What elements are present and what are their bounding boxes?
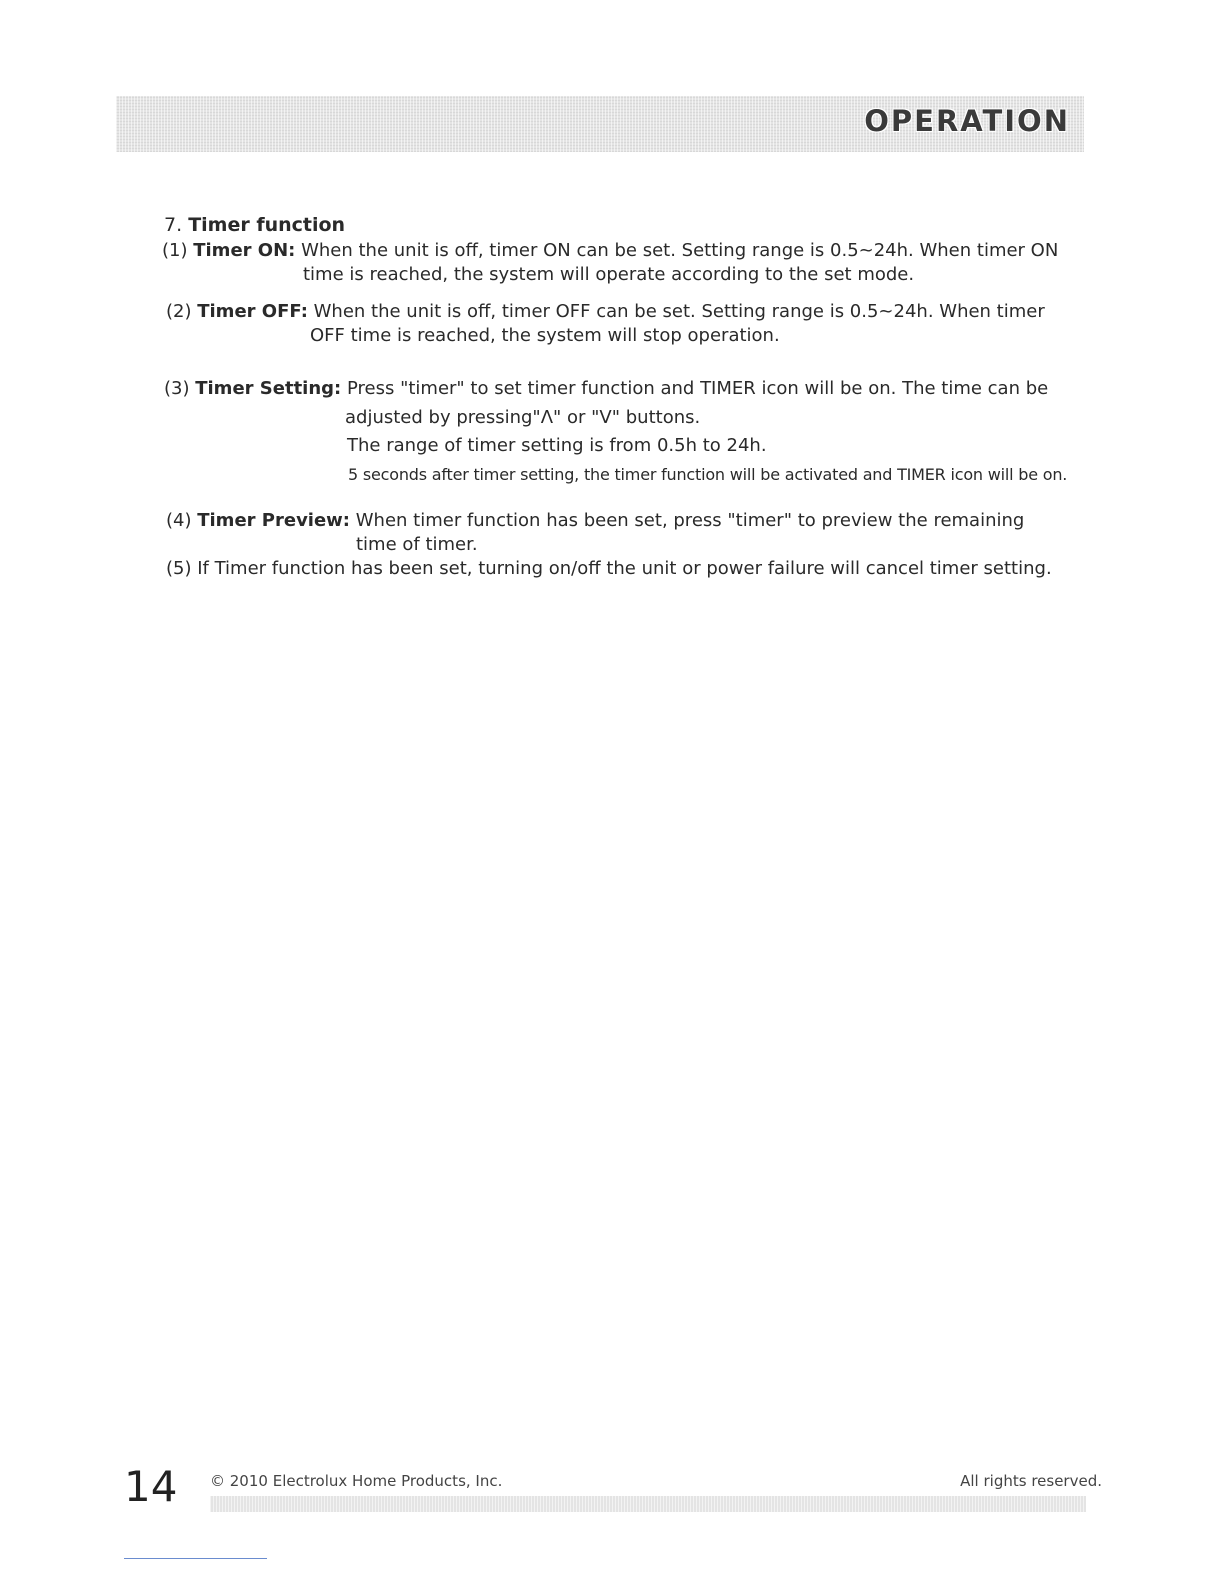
section-header-band xyxy=(116,96,1084,152)
timer-setting-item xyxy=(164,377,1122,487)
item-text: When timer function has been set, press "timer" to preview the remaining xyxy=(350,510,1025,531)
footer-divider xyxy=(124,1558,267,1559)
section-heading xyxy=(164,213,1122,237)
item-label: Timer ON: xyxy=(193,240,296,261)
section-number: 7. xyxy=(164,214,183,236)
item-text-continued: time is reached, the system will operate according to the set mode. xyxy=(303,264,915,285)
page-number: 14 xyxy=(124,1462,178,1511)
item-number: (3) xyxy=(164,378,190,399)
section-title: Timer function xyxy=(188,214,346,236)
item-label: Timer Setting: xyxy=(195,378,342,399)
timer-off-item xyxy=(166,300,1122,348)
item-text: When the unit is off, timer OFF can be set. Setting range is 0.5~24h. When timer xyxy=(307,301,1045,322)
item-text: Press "timer" to set timer function and TIMER icon will be on. The time can be xyxy=(341,378,1049,399)
footer-rights: All rights reserved. xyxy=(960,1472,1102,1490)
item-number: (4) xyxy=(166,510,192,531)
timer-preview-item xyxy=(166,509,1122,557)
timer-function-section xyxy=(162,213,1122,581)
item-label: Timer OFF: xyxy=(197,301,308,322)
item-number: (2) xyxy=(166,301,192,322)
item-label: Timer Preview: xyxy=(197,510,351,531)
item-text-continued: The range of timer setting is from 0.5h to 24h. xyxy=(347,435,767,456)
item-text-continued: adjusted by pressing"Λ" or "V" buttons. xyxy=(345,407,701,428)
footer-copyright: © 2010 Electrolux Home Products, Inc. xyxy=(210,1472,503,1490)
timer-cancel-item xyxy=(166,557,1122,581)
timer-on-item xyxy=(162,239,1122,287)
item-text: If Timer function has been set, turning on/off the unit or power failure will cancel timer setting. xyxy=(191,558,1052,579)
footer-band xyxy=(210,1496,1086,1512)
item-text-continued: time of timer. xyxy=(356,534,478,555)
item-text-continued: OFF time is reached, the system will stop operation. xyxy=(310,325,780,346)
item-text: When the unit is off, timer ON can be set. Setting range is 0.5~24h. When timer ON xyxy=(295,240,1059,261)
item-number: (1) xyxy=(162,240,188,261)
item-number: (5) xyxy=(166,558,192,579)
section-header-title: OPERATION xyxy=(864,104,1070,138)
item-text-note: 5 seconds after timer setting, the timer function will be activated and TIMER icon will be on. xyxy=(348,465,1068,484)
